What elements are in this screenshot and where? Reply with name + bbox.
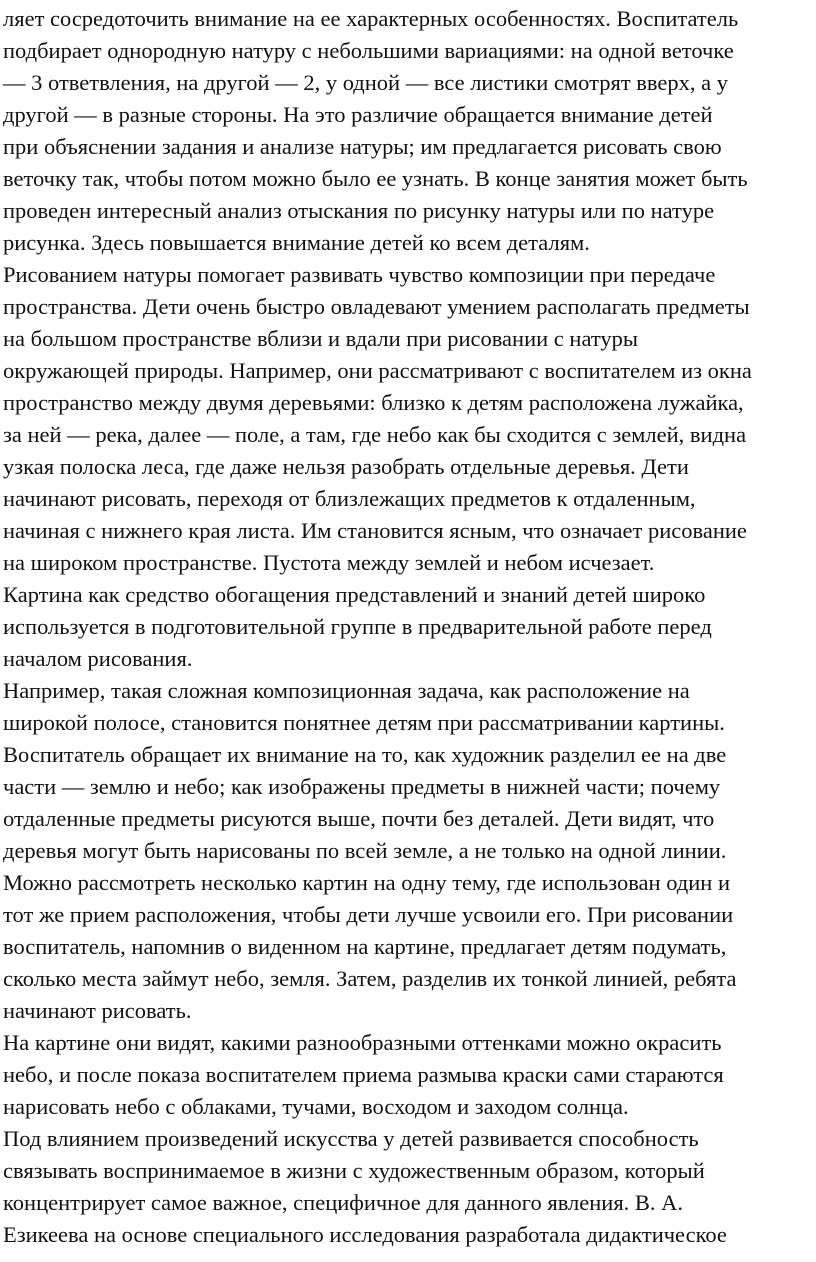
text-line-8: рисунка. Здесь повышается внимание детей ко всем деталям. [3, 230, 590, 255]
text-line-24: Воспитатель обращает их внимание на то, как художник разделил ее на две [3, 742, 727, 767]
text-line-13: пространство между двумя деревьями: близко к детям расположена лужайка, [3, 390, 744, 415]
text-line-16: начинают рисовать, переходя от близлежащих предметов к отдаленным, [3, 486, 696, 511]
text-line-30: воспитатель, напомнив о виденном на картине, предлагает детям подумать, [3, 934, 727, 959]
text-line-23: широкой полосе, становится понятнее детям при рассматривании картины. [3, 710, 725, 735]
text-line-21: началом рисования. [3, 646, 193, 671]
text-line-33: На картине они видят, какими разнообразными оттенками можно окрасить [3, 1030, 722, 1055]
text-line-31: сколько места займут небо, земля. Затем, разделив их тонкой линией, ребята [3, 966, 737, 991]
text-line-15: узкая полоска леса, где даже нельзя разобрать отдельные деревья. Дети [3, 454, 689, 479]
text-line-34: небо, и после показа воспитателем приема размыва краски сами стараются [3, 1062, 724, 1087]
text-line-19: Картина как средство обогащения представлений и знаний детей широко [3, 582, 706, 607]
text-line-18: на широком пространстве. Пустота между землей и небом исчезает. [3, 550, 655, 575]
text-line-6: веточку так, чтобы потом можно было ее узнать. В конце занятия может быть [3, 166, 748, 191]
text-line-35: нарисовать небо с облаками, тучами, восходом и заходом солнца. [3, 1094, 629, 1119]
text-line-4: другой — в разные стороны. На это различие обращается внимание детей [3, 102, 713, 127]
text-line-9: Рисованием натуры помогает развивать чувство композиции при передаче [3, 262, 716, 287]
text-line-14: за ней — река, далее — поле, а там, где небо как бы сходится с землей, видна [3, 422, 747, 447]
text-line-5: при объяснении задания и анализе натуры; им предлагается рисовать свою [3, 134, 722, 159]
text-line-7: проведен интересный анализ отыскания по рисунку натуры или по натуре [3, 198, 715, 223]
text-line-11: на большом пространстве вблизи и вдали при рисовании с натуры [3, 326, 638, 351]
text-line-26: отдаленные предметы рисуются выше, почти без деталей. Дети видят, что [3, 806, 715, 831]
text-line-36: Под влиянием произведений искусства у детей развивается способность [3, 1126, 699, 1151]
text-line-22: Например, такая сложная композиционная задача, как расположение на [3, 678, 690, 703]
text-line-39: Езикеева на основе специального исследования разработала дидактическое [3, 1222, 727, 1247]
text-line-27: деревья могут быть нарисованы по всей земле, а не только на одной линии. [3, 838, 727, 863]
text-line-28: Можно рассмотреть несколько картин на одну тему, где использован один и [3, 870, 730, 895]
text-line-10: пространства. Дети очень быстро овладевают умением располагать предметы [3, 294, 750, 319]
text-line-25: части — землю и небо; как изображены предметы в нижней части; почему [3, 774, 721, 799]
text-line-37: связывать воспринимаемое в жизни с художественным образом, который [3, 1158, 705, 1183]
text-line-32: начинают рисовать. [3, 998, 192, 1023]
text-line-38: концентрирует самое важное, специфичное для данного явления. В. А. [3, 1190, 684, 1215]
text-line-2: подбирает однородную натуру с небольшими вариациями: на одной веточке [3, 38, 734, 63]
text-line-29: тот же прием расположения, чтобы дети лучше усвоили его. При рисовании [3, 902, 734, 927]
text-line-12: окружающей природы. Например, они рассматривают с воспитателем из окна [3, 358, 752, 383]
text-line-1: ляет сосредоточить внимание на ее характерных особенностях. Воспитатель [3, 6, 739, 31]
text-line-17: начиная с нижнего края листа. Им становится ясным, что означает рисование [3, 518, 747, 543]
text-line-20: используется в подготовительной группе в предварительной работе перед [3, 614, 712, 639]
text-line-3: — 3 ответвления, на другой — 2, у одной — все листики смотрят вверх, а у [3, 70, 728, 95]
